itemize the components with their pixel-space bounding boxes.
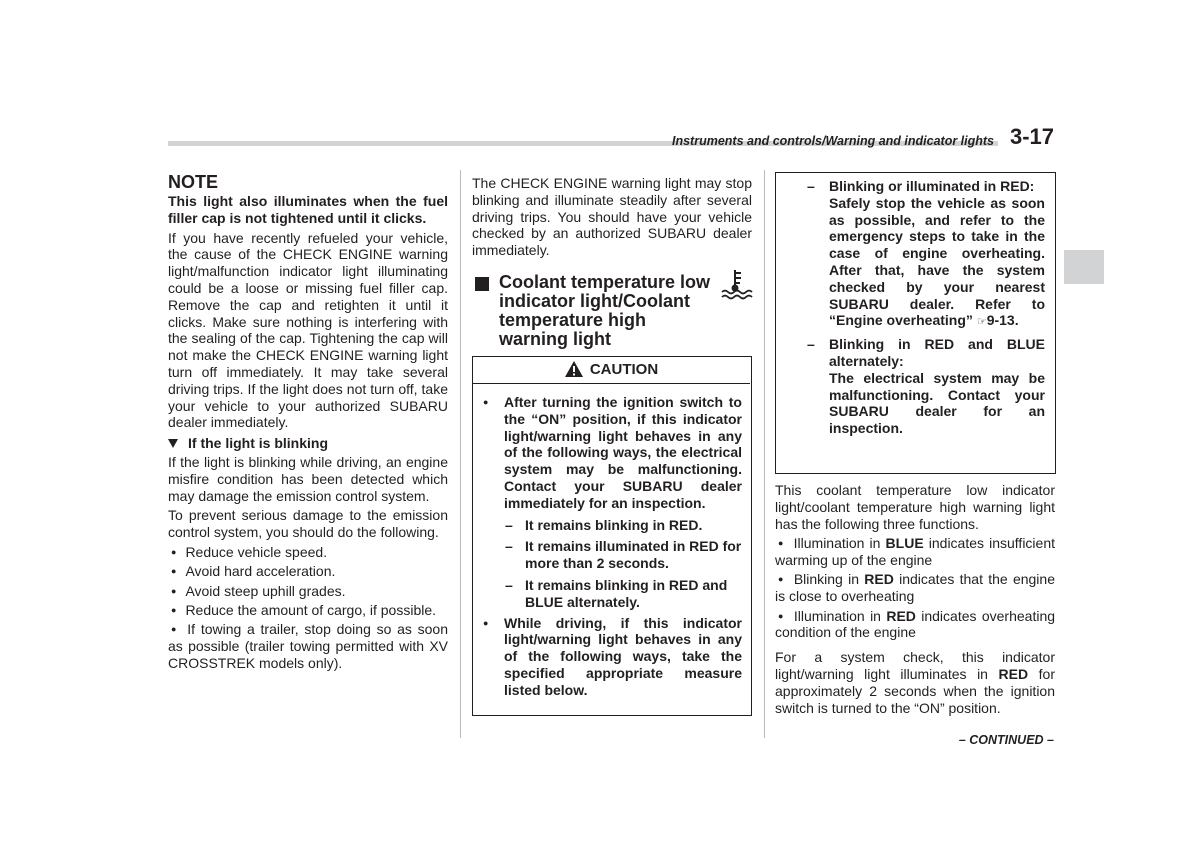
subheading-label: If the light is blinking <box>188 435 328 452</box>
warning-triangle-icon <box>564 360 584 388</box>
coolant-temperature-icon <box>720 268 754 305</box>
bullet-icon: ● <box>778 610 785 621</box>
section-title: Coolant temperature low indicator light/Coolant temperature high warning light <box>499 272 711 349</box>
bullet-icon: ● <box>778 574 785 585</box>
bullet-icon: ● <box>171 585 177 596</box>
bullet-icon: ● <box>483 617 489 628</box>
list-item: ● Reduce vehicle speed. <box>171 543 328 560</box>
caution-label: CAUTION <box>589 361 659 378</box>
column-3 <box>775 482 1055 719</box>
caution-dash-item: – It remains blinking in RED and BLUE alternately. <box>505 576 728 610</box>
measures-box-body <box>783 178 1045 442</box>
measure-item-title: Blinking in RED and BLUE alternately: <box>829 336 1045 369</box>
reference-icon: ☞ <box>976 316 987 329</box>
page-reference: 9-13. <box>986 312 1019 329</box>
steady-light-paragraph: The CHECK ENGINE warning light may stop blinking and illuminate steadily after several driving trips. You should have your vehicle checked by an authorized SUBARU dealer immediately. <box>472 175 752 259</box>
list-item: ● Blinking in RED indicates that the engine is close to overheating <box>775 571 1055 605</box>
note-heading: NOTE <box>168 172 219 192</box>
list-item: ● Avoid hard acceleration. <box>171 563 336 580</box>
continued-label: – CONTINUED – <box>958 733 1054 747</box>
measure-item-text: The electrical system may be malfunctioning. Contact your SUBARU dealer for an inspection. <box>829 369 1045 437</box>
measure-item-title: Blinking or illuminated in RED: <box>829 178 1035 194</box>
chapter-thumb-tab <box>1064 250 1104 284</box>
bullet-icon: ● <box>171 624 179 635</box>
dash-marker: – <box>807 336 815 353</box>
column-divider <box>764 170 765 738</box>
bullet-icon: ● <box>778 538 785 549</box>
bullet-icon: ● <box>171 546 177 557</box>
measure-item-text: Safely stop the vehicle as soon as possible, and refer to the emergency steps to take in the case of engine overheating. After that, have the system checked by your nearest SUBARU dealer. Refer to “Engine overheating” ☞9-13. <box>829 194 1045 329</box>
bullet-icon: ● <box>171 604 177 615</box>
note-bold-text: This light also illuminates when the fuel filler cap is not tightened until it clicks. <box>168 193 448 226</box>
caution-dash-item: – It remains illuminated in RED for more than 2 seconds. <box>505 538 742 572</box>
dash-marker: – <box>505 538 513 555</box>
blinking-subheading <box>168 435 448 452</box>
column-1 <box>168 172 448 674</box>
measure-item <box>783 178 1045 331</box>
column-2 <box>472 175 752 262</box>
down-triangle-icon <box>168 439 178 448</box>
measure-item <box>783 336 1045 437</box>
system-check-paragraph: For a system check, this indicator light/warning light illuminates in RED for approximately 2 seconds when the ignition switch is turned to the “ON” position. <box>775 649 1056 716</box>
page-number: 3-17 <box>1010 124 1055 149</box>
blinking-paragraph: If the light is blinking while driving, an engine misfire condition has been detected which may damage the emission control system. <box>168 453 448 504</box>
list-item: ● Reduce the amount of cargo, if possible. <box>171 601 437 618</box>
list-item: ● Avoid steep uphill grades. <box>171 582 346 599</box>
caution-body <box>480 394 742 703</box>
dash-marker: – <box>807 178 815 194</box>
functions-intro: This coolant temperature low indicator light/coolant temperature high warning light has the following three functions. <box>775 482 1055 532</box>
dash-marker: – <box>505 516 513 533</box>
caution-header <box>472 356 750 384</box>
caution-bullet: ● After turning the ignition switch to the “ON” position, if this indicator light/warning light behaves in any of the following ways, the electrical system may be malfunctioning. Contact your SUBARU dealer immediately for an inspection. <box>483 394 742 511</box>
dash-marker: – <box>505 576 513 593</box>
list-item: ● Illumination in RED indicates overheating condition of the engine <box>775 607 1056 641</box>
column-divider <box>460 170 461 738</box>
running-header-title: Instruments and controls/Warning and indicator lights <box>671 134 994 148</box>
prevent-damage-paragraph: To prevent serious damage to the emission control system, you should do the following. <box>168 507 448 541</box>
filled-square-icon <box>475 277 489 291</box>
caution-bullet: ● While driving, if this indicator light/warning light behaves in any of the following ways, take the specified appropriate measure listed below. <box>483 614 742 698</box>
list-item: ● Illumination in BLUE indicates insufficient warming up of the engine <box>775 535 1056 569</box>
bullet-icon: ● <box>171 566 177 577</box>
list-item: ● If towing a trailer, stop doing so as soon as possible (trailer towing permitted with XV CROSSTREK models only). <box>168 621 448 671</box>
refuel-paragraph: If you have recently refueled your vehicle, the cause of the CHECK ENGINE warning light/malfunction indicator light illuminating could be a loose or missing fuel filler cap. Remove the cap and retighten it until it clicks. Make sure nothing is interfering with the sealing of the cap. Tightening the cap will not make the CHECK ENGINE warning light turn off immediately. It may take several driving trips. If the light does not turn off, take your vehicle to your authorized SUBARU dealer immediately. <box>168 229 448 431</box>
caution-dash-item: – It remains blinking in RED. <box>505 516 703 533</box>
bullet-icon: ● <box>483 397 489 407</box>
